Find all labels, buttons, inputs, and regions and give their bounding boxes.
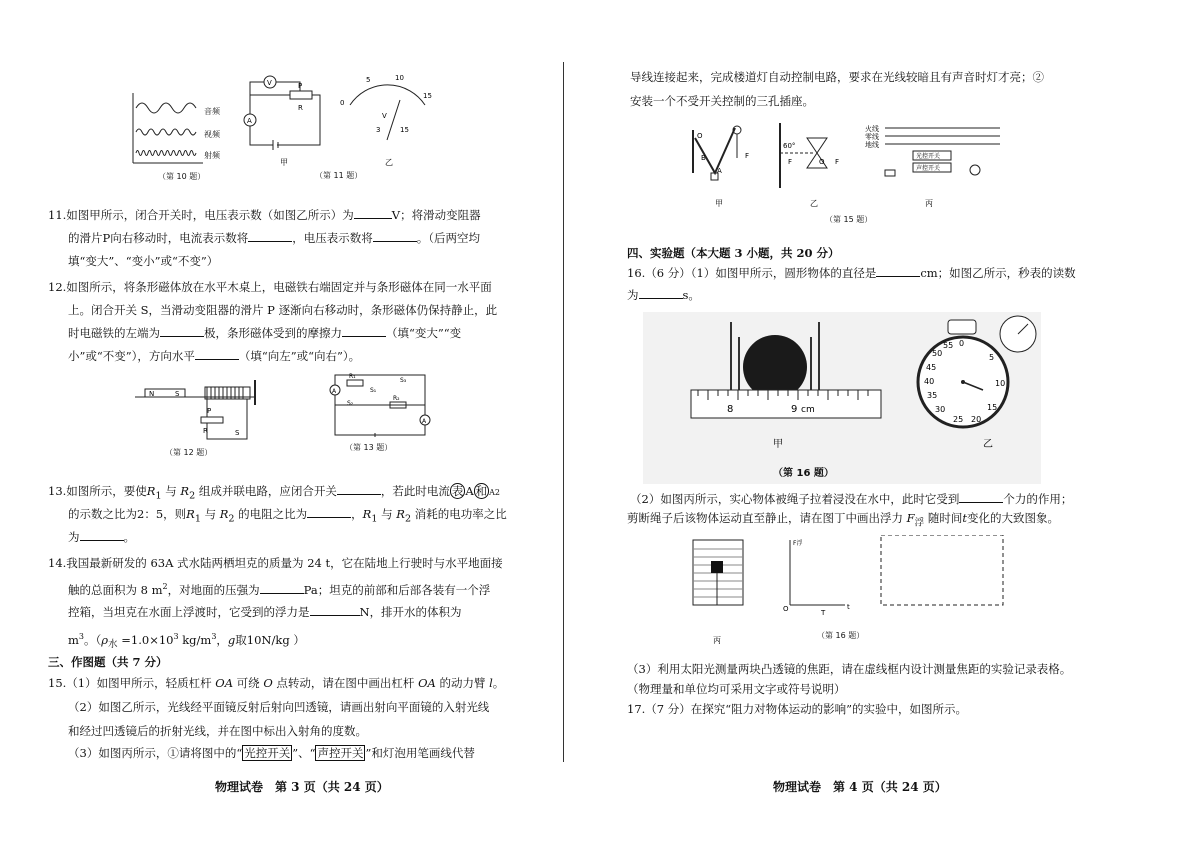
svg-text:10: 10	[395, 74, 404, 82]
svg-text:45: 45	[926, 363, 937, 372]
answer-blank[interactable]	[260, 579, 304, 594]
svg-text:5: 5	[989, 353, 995, 362]
question-15-line-2: （2）如图乙所示，光线经平面镜反射后射向凹透镜，请画出射向平面镜的入射光线	[68, 700, 490, 714]
question-14-line-4: $m^3$。（$\rho_水 =1.0\times 10^3$ $kg/m^3$，g取10N/kg ）	[68, 632, 305, 651]
answer-blank[interactable]	[639, 284, 683, 299]
answer-blank[interactable]	[80, 526, 124, 541]
fig16-sub-yi: 乙	[983, 439, 993, 450]
question-16-2-line-2: 剪断绳子后该物体运动直至静止，请在图丁中画出浮力 $F_浮$ 随时间t变化的大致图象。	[627, 511, 1060, 529]
figure-16-b	[685, 535, 1015, 648]
figure-16-caption: （第 16 题）	[773, 468, 834, 479]
svg-text:R₂: R₂	[393, 395, 400, 402]
fig16b-sub-bing: 丙	[713, 636, 721, 645]
svg-text:F浮: F浮	[793, 540, 803, 547]
svg-text:O: O	[783, 605, 789, 613]
svg-text:火线: 火线	[865, 125, 879, 133]
question-14-line-3: 控箱，当坦克在水面上浮渡时，它受到的浮力是 N，排开水的体积为	[68, 601, 462, 623]
figure-15-diagrams	[685, 118, 1005, 213]
answer-blank[interactable]	[959, 488, 1003, 503]
figure-16	[643, 312, 1041, 484]
page-footer-3: 物理试卷 第 3 页（共 24 页）	[215, 780, 389, 794]
svg-text:15: 15	[423, 92, 432, 100]
figure-12-diagram	[135, 375, 275, 450]
figure-15-caption: （第 15 题）	[825, 215, 873, 224]
svg-text:声控开关: 声控开关	[916, 165, 941, 172]
svg-text:30: 30	[935, 405, 946, 414]
question-16-3-line-2: （物理量和单位均可采用文字或符号说明）	[627, 682, 846, 696]
svg-text:R₁: R₁	[349, 373, 356, 380]
answer-blank[interactable]	[342, 322, 386, 337]
question-15-cont-line-2: 安装一个不受开关控制的三孔插座。	[630, 94, 814, 108]
answer-blank[interactable]	[337, 480, 381, 495]
figure-10	[128, 88, 238, 186]
svg-text:60°: 60°	[783, 142, 796, 150]
fig15-sub-bing: 丙	[925, 199, 933, 208]
fig16-sub-jia: 甲	[773, 439, 783, 450]
answer-blank[interactable]	[248, 227, 292, 242]
figure-10-waves	[128, 88, 238, 183]
question-15-line-3: 和经过凹透镜后的折射光线，并在图中标出入射角的度数。	[68, 724, 367, 738]
fig11-sub-jia: 甲	[280, 158, 288, 167]
svg-text:20: 20	[971, 415, 982, 424]
answer-blank[interactable]	[373, 227, 417, 242]
svg-text:9: 9	[791, 404, 798, 415]
figure-12	[135, 375, 275, 457]
question-12-line-4: 小”或“不变”），方向水平 （填“向左”或“向右”）。	[68, 345, 360, 367]
page-footer-4: 物理试卷 第 4 页（共 24 页）	[773, 780, 947, 794]
wave-label-rf: 射频	[204, 151, 220, 160]
question-11-line-3: 填“变大”、“变小”或“不变”）	[68, 254, 219, 268]
slider-label: P	[298, 82, 303, 90]
svg-text:F: F	[835, 158, 840, 166]
figure-11	[240, 70, 440, 183]
svg-text:A: A	[717, 167, 722, 175]
figure-16-instruments	[643, 312, 1041, 484]
svg-text:0: 0	[959, 339, 965, 348]
svg-text:O: O	[819, 158, 825, 166]
section-4-heading: 四、实验题（本大题 3 小题，共 20 分）	[627, 246, 840, 260]
question-12-line-1: 12.如图所示，将条形磁体放在水平木桌上，电磁铁右端固定并与条形磁体在同一水平面	[48, 280, 492, 294]
figure-13-caption: （第 13 题）	[345, 443, 393, 452]
svg-text:O: O	[697, 132, 703, 140]
svg-text:B: B	[701, 154, 706, 162]
answer-blank[interactable]	[876, 262, 920, 277]
question-16-3-line-1: （3）利用太阳光测量两块凸透镜的焦距，请在虚线框内设计测量焦距的实验记录表格。	[627, 662, 1072, 676]
svg-text:40: 40	[924, 377, 935, 386]
svg-text:cm: cm	[801, 405, 815, 415]
question-12-line-3: 时电磁铁的左端为 极，条形磁体受到的摩擦力 （填“变大”“变	[68, 322, 461, 344]
question-13-line-1: 13.如图所示，要使$R_1$ 与 $R_2$ 组成并联电路，应闭合开关 ，若此时电流 表 A 和 A2	[48, 480, 500, 507]
svg-text:S₁: S₁	[370, 387, 377, 394]
svg-text:35: 35	[927, 391, 938, 400]
svg-text:P: P	[207, 407, 212, 415]
figure-16-b-diagrams	[685, 535, 1015, 645]
answer-blank[interactable]	[310, 601, 360, 616]
fig15-sub-jia: 甲	[715, 199, 723, 208]
question-16-line-1: 16.（6 分）（1）如图甲所示，圆形物体的直径是 cm；如图乙所示，秒表的读数	[627, 262, 1076, 284]
answer-blank[interactable]	[354, 204, 392, 219]
svg-text:F: F	[745, 152, 750, 160]
question-11-line-2: 的滑片P向右移动时，电流表示数将 ，电压表示数将 。（后两空均	[68, 227, 480, 249]
figure-13-circuit	[325, 370, 435, 445]
question-15-cont-line-1: 导线连接起来，完成楼道灯自动控制电路，要求在光线较暗且有声音时灯才亮；②	[630, 70, 1044, 84]
figure-15	[685, 118, 1005, 224]
question-16-line-2: 为 s。	[627, 284, 700, 306]
svg-text:15: 15	[987, 403, 998, 412]
svg-text:15: 15	[400, 126, 409, 134]
svg-text:地线: 地线	[865, 141, 879, 149]
svg-text:S₂: S₂	[347, 400, 354, 407]
svg-text:N: N	[149, 390, 155, 398]
question-11-line-1: 11.如图甲所示，闭合开关时，电压表示数（如图乙所示）为 V；将滑动变阻器	[48, 204, 481, 226]
ammeter-symbol: A	[247, 117, 252, 125]
right-page	[585, 0, 1200, 848]
fig11-sub-yi: 乙	[385, 158, 393, 167]
question-17: 17.（7 分）在探究“阻力对物体运动的影响”的实验中，如图所示。	[627, 702, 968, 716]
svg-text:3: 3	[376, 126, 381, 134]
svg-text:S: S	[235, 429, 240, 437]
figure-12-caption: （第 12 题）	[165, 448, 213, 457]
svg-text:A: A	[332, 388, 337, 395]
question-12-line-2: 上。闭合开关 S，当滑动变阻器的滑片 P 逐渐向右移动时，条形磁体仍保持静止，此	[68, 303, 498, 317]
svg-text:V: V	[382, 112, 387, 120]
svg-text:t: t	[847, 603, 850, 611]
question-15-line-4: （3）如图丙所示，①请将图中的“ 光控开关 ”、“ 声控开关 ”和灯泡用笔画线代替	[68, 746, 475, 760]
figure-16-b-caption: （第 16 题）	[817, 631, 865, 640]
svg-text:8: 8	[727, 404, 734, 415]
left-page	[0, 0, 580, 848]
svg-text:5: 5	[366, 76, 371, 84]
wave-label-video: 视频	[204, 130, 220, 139]
question-14-line-2: 触的总面积为 8 $m^2$，对地面的压强为 Pa；坦克的前部和后部各装有一个浮	[68, 576, 490, 601]
svg-text:25: 25	[953, 415, 964, 424]
svg-text:R: R	[203, 427, 208, 435]
figure-10-caption: （第 10 题）	[158, 172, 206, 181]
svg-text:F: F	[788, 158, 793, 166]
voltmeter-symbol: V	[267, 79, 272, 87]
svg-text:光控开关: 光控开关	[916, 153, 941, 160]
figure-11-circuit	[240, 70, 440, 180]
svg-text:55: 55	[943, 341, 954, 350]
rheostat-label: R	[298, 104, 303, 112]
svg-text:S: S	[175, 390, 180, 398]
question-13-line-2: 的示数之比为2：5，则$R_1$ 与 $R_2$ 的电阻之比为 ，$R_1$ 与 $R_2$ 消耗的电功率之比	[68, 503, 507, 530]
table-design-box	[881, 535, 1003, 605]
figure-11-caption: （第 11 题）	[315, 171, 363, 180]
figure-13	[325, 370, 435, 452]
question-15-line-1: 15.（1）如图甲所示，轻质杠杆 OA 可绕 O 点转动，请在图中画出杠杆 OA 的动力臂 l。	[48, 676, 505, 690]
svg-text:T: T	[821, 609, 826, 617]
fig15-sub-yi: 乙	[810, 199, 818, 208]
answer-blank[interactable]	[160, 322, 204, 337]
answer-blank[interactable]	[195, 345, 239, 360]
svg-text:10: 10	[995, 379, 1006, 388]
svg-text:S₃: S₃	[400, 377, 407, 384]
svg-text:零线: 零线	[865, 133, 879, 141]
question-16-2-line-1: （2）如图丙所示，实心物体被绳子拉着浸没在水中，此时它受到 个力的作用；	[630, 488, 1072, 510]
wave-label-audio: 音频	[204, 107, 220, 116]
svg-text:A: A	[422, 418, 427, 425]
svg-text:0: 0	[340, 99, 345, 107]
svg-text:50: 50	[932, 349, 943, 358]
answer-blank[interactable]	[307, 503, 351, 518]
question-14-line-1: 14.我国最新研发的 63A 式水陆两栖坦克的质量为 24 t，它在陆地上行驶时与水平地面接	[48, 556, 503, 570]
section-3-heading: 三、作图题（共 7 分）	[48, 655, 168, 669]
question-13-line-3: 为 。	[68, 526, 135, 548]
